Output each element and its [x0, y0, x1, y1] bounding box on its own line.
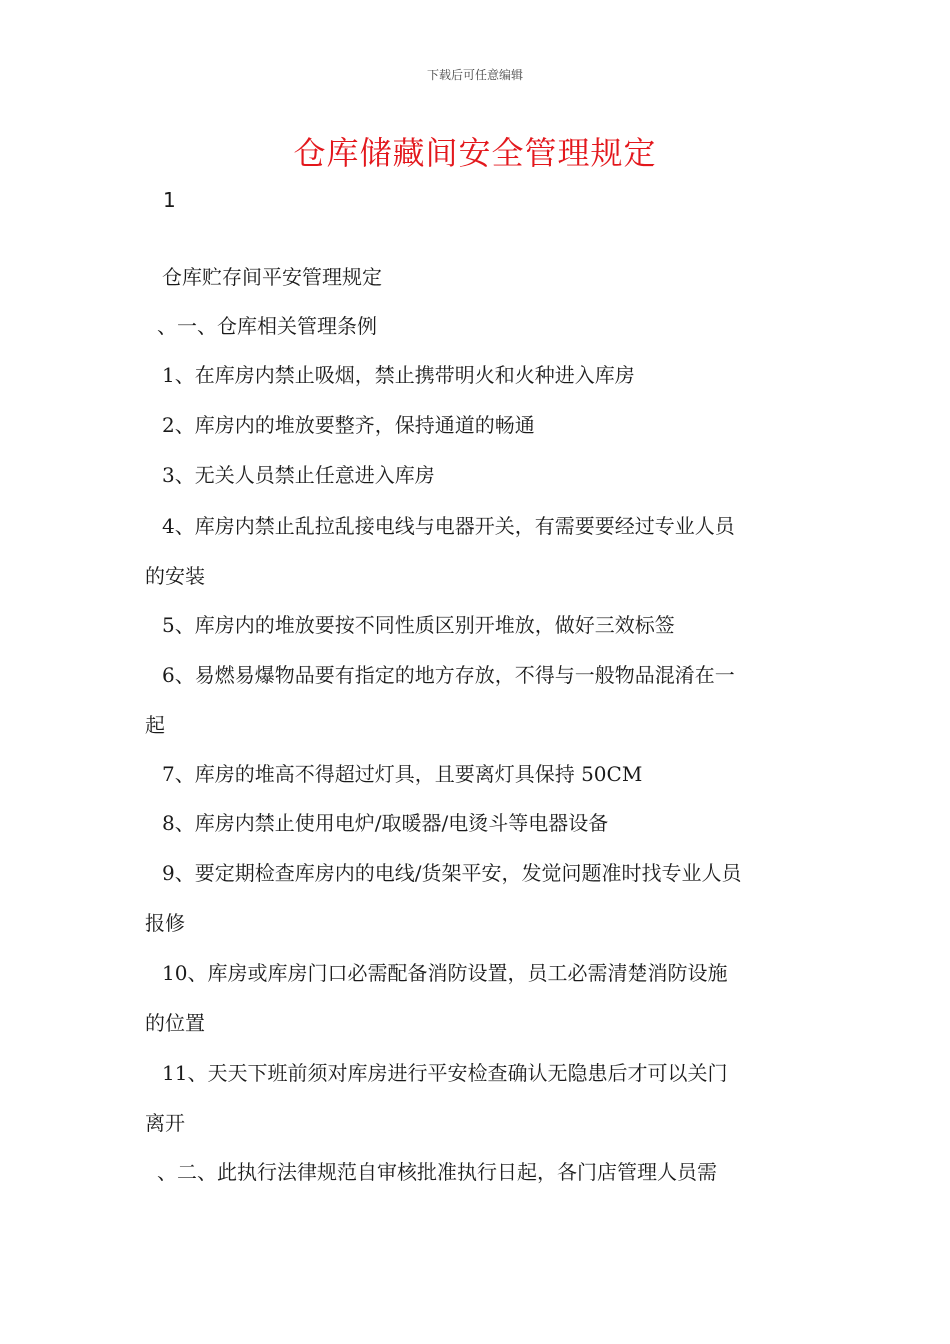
list-item: 1、在库房内禁止吸烟，禁止携带明火和火种进入库房: [162, 363, 635, 387]
list-item: 3、无关人员禁止任意进入库房: [162, 463, 435, 487]
list-item: 9、要定期检查库房内的电线/货架平安，发觉问题准时找专业人员: [162, 861, 742, 885]
list-item: 5、库房内的堆放要按不同性质区别开堆放，做好三效标签: [162, 613, 675, 637]
list-item-continuation: 报修: [145, 911, 185, 935]
section-heading-2: 、二、此执行法律规范自审核批准执行日起，各门店管理人员需: [157, 1160, 717, 1184]
document-title: 仓库储藏间安全管理规定: [293, 134, 657, 172]
list-item-continuation: 的位置: [145, 1011, 205, 1035]
list-item: 11、天天下班前须对库房进行平安检查确认无隐患后才可以关门: [162, 1061, 728, 1085]
page-number: 1: [163, 188, 176, 212]
list-item-continuation: 起: [145, 713, 165, 737]
list-item-continuation: 离开: [145, 1111, 185, 1135]
list-item: 6、易燃易爆物品要有指定的地方存放，不得与一般物品混淆在一: [162, 663, 735, 687]
list-item: 4、库房内禁止乱拉乱接电线与电器开关，有需要要经过专业人员: [162, 514, 735, 538]
list-item: 7、库房的堆高不得超过灯具，且要离灯具保持 50CM: [162, 762, 643, 786]
section-heading-1: 、一、仓库相关管理条例: [157, 314, 377, 338]
list-item: 8、库房内禁止使用电炉/取暖器/电烫斗等电器设备: [162, 811, 609, 835]
subtitle: 仓库贮存间平安管理规定: [162, 265, 382, 289]
list-item: 2、库房内的堆放要整齐，保持通道的畅通: [162, 413, 535, 437]
list-item: 10、库房或库房门口必需配备消防设置，员工必需清楚消防设施: [162, 961, 728, 985]
header-note: 下载后可任意编辑: [426, 68, 523, 82]
list-item-continuation: 的安装: [145, 564, 205, 588]
